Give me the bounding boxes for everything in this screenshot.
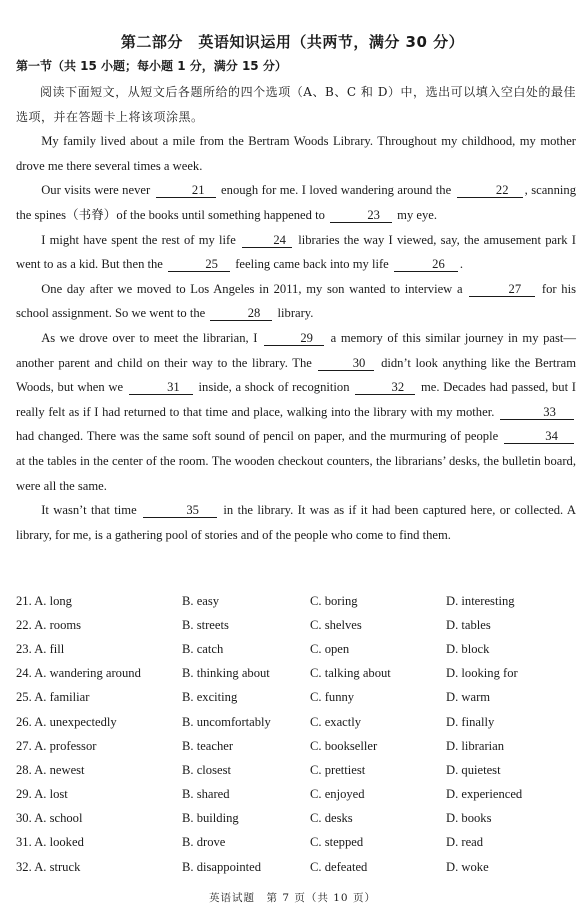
text: library. [274, 306, 314, 321]
option-a: 21. A. long [16, 593, 72, 608]
blank-35: 35 [143, 503, 217, 518]
text: a memory of this similar journey in my past—another parent and child on their way to the library. The [16, 330, 576, 370]
option-a: 25. A. familiar [16, 690, 90, 705]
option-a: 23. A. fill [16, 641, 65, 656]
option-a: 29. A. lost [16, 787, 68, 802]
option-c: C. enjoyed [310, 787, 365, 802]
option-c: C. prettiest [310, 762, 366, 777]
paragraph-6 [16, 498, 576, 547]
option-c: C. funny [310, 690, 355, 705]
option-a: 22. A. rooms [16, 617, 82, 632]
blank-27: 27 [469, 282, 535, 297]
option-d: D. interesting [446, 593, 515, 608]
option-d: D. warm [446, 690, 491, 705]
blank-34: 34 [504, 429, 574, 444]
paragraph-5 [16, 326, 576, 498]
option-d: D. looking for [446, 666, 518, 681]
text: As we drove over to meet the librarian, I [41, 330, 263, 345]
text: inside, a shock of recognition [194, 380, 354, 395]
section-title: 第一节（共 15 小题；每小题 1 分，满分 15 分） [16, 59, 287, 73]
option-b: B. thinking about [182, 666, 270, 681]
option-d: D. experienced [446, 787, 523, 802]
option-c: C. talking about [310, 666, 391, 681]
text: One day after we moved to Los Angeles in 2011, my son wanted to interview a [41, 281, 468, 296]
option-b: B. closest [182, 762, 231, 777]
text: Our visits were never [41, 183, 154, 198]
paragraph-2 [16, 178, 576, 227]
text: for his school assignment. So we went to the [16, 281, 576, 321]
option-d: D. read [446, 835, 484, 850]
text: in the library. It was as if it had been captured here, or collected. A library, for me, is a gathering pool of stories and of the people who come to find them. [16, 503, 576, 542]
text: libraries the way I viewed, say, the amusement park I went to as a kid. But then the [16, 232, 576, 272]
blank-22: 22 [457, 183, 523, 198]
option-d: D. quietest [446, 762, 501, 777]
text: . [459, 257, 464, 272]
option-row [16, 662, 576, 686]
paragraph-3 [16, 228, 576, 277]
blank-28: 28 [210, 306, 272, 321]
option-b: B. disappointed [182, 859, 262, 874]
option-row [16, 589, 576, 613]
blank-21: 21 [156, 183, 216, 198]
option-b: B. teacher [182, 738, 234, 753]
blank-23: 23 [330, 208, 392, 223]
option-b: B. shared [182, 787, 230, 802]
option-c: C. defeated [310, 859, 368, 874]
option-d: D. librarian [446, 738, 505, 753]
text: feeling came back into my life [232, 257, 392, 272]
paragraph-4 [16, 277, 576, 326]
instructions: 阅读下面短文，从短文后各题所给的四个选项（A、B、C 和 D）中，选出可以填入空白处的最佳选项，并在答题卡上将该项涂黑。 [16, 85, 576, 124]
text: had changed. There was the same soft sound of pencil on paper, and the murmuring of people [16, 429, 502, 444]
answer-options [16, 589, 576, 879]
blank-33: 33 [500, 405, 574, 420]
option-b: B. exciting [182, 690, 238, 705]
option-a: 27. A. professor [16, 738, 97, 753]
blank-25: 25 [168, 257, 230, 272]
option-c: C. desks [310, 811, 353, 826]
option-row [16, 637, 576, 661]
text: , scanning the spines（书脊）of the books until something happened to [16, 183, 576, 222]
option-c: C. open [310, 641, 350, 656]
text: me. Decades had passed, but I really felt as if I had returned to that time and place, walking into the library with my mother. [16, 380, 576, 419]
option-c: C. boring [310, 593, 358, 608]
page-footer: 英语试题 第 7 页（共 10 页） [209, 892, 376, 904]
option-d: D. block [446, 641, 490, 656]
option-a: 26. A. unexpectedly [16, 714, 117, 729]
option-row [16, 831, 576, 855]
option-d: D. finally [446, 714, 495, 729]
option-row [16, 783, 576, 807]
blank-26: 26 [394, 257, 458, 272]
option-b: B. uncomfortably [182, 714, 271, 729]
option-row [16, 758, 576, 782]
text: I might have spent the rest of my life [41, 232, 241, 247]
text: It wasn’t that time [41, 503, 142, 518]
text: enough for me. I loved wandering around the [217, 183, 455, 198]
option-a: 32. A. struck [16, 859, 81, 874]
blank-31: 31 [129, 380, 193, 395]
option-d: D. books [446, 811, 492, 826]
option-c: C. exactly [310, 714, 362, 729]
text: at the tables in the center of the room. The wooden checkout counters, the librarians’ desks, the bulletin board, were all the same. [16, 453, 576, 493]
text: my eye. [394, 207, 438, 222]
option-b: B. streets [182, 617, 229, 632]
option-c: C. shelves [310, 617, 362, 632]
option-d: D. tables [446, 617, 491, 632]
part-title: 第二部分 英语知识运用（共两节，满分 30 分） [120, 33, 465, 51]
blank-24: 24 [242, 233, 292, 248]
option-c: C. stepped [310, 835, 364, 850]
option-b: B. building [182, 811, 239, 826]
blank-32: 32 [355, 380, 415, 395]
paragraph-1: My family lived about a mile from the Bertram Woods Library. Throughout my childhood, my mother drove me there several times a week. [16, 134, 576, 173]
option-b: B. drove [182, 835, 226, 850]
option-row [16, 710, 576, 734]
option-row [16, 686, 576, 710]
option-a: 31. A. looked [16, 835, 84, 850]
option-row [16, 855, 576, 879]
option-b: B. easy [182, 593, 220, 608]
option-a: 24. A. wandering around [16, 666, 141, 681]
option-d: D. woke [446, 859, 489, 874]
option-row [16, 734, 576, 758]
blank-30: 30 [318, 356, 374, 371]
option-a: 28. A. newest [16, 762, 85, 777]
option-row [16, 613, 576, 637]
blank-29: 29 [264, 331, 324, 346]
option-c: C. bookseller [310, 738, 378, 753]
cloze-passage [16, 80, 576, 547]
text: didn’t look anything like the Bertram Woods, but when we [16, 355, 576, 395]
option-b: B. catch [182, 641, 224, 656]
option-row [16, 807, 576, 831]
option-a: 30. A. school [16, 811, 83, 826]
